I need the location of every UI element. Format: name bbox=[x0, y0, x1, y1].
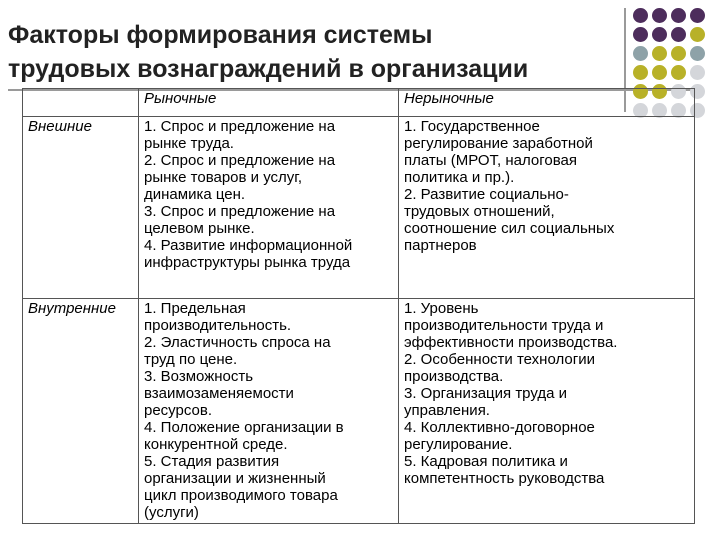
decorative-dot bbox=[652, 65, 667, 80]
cell-line: 1. Уровень bbox=[404, 300, 479, 317]
cell-line: конкурентной среде. bbox=[144, 436, 288, 453]
decorative-dot bbox=[633, 27, 648, 42]
decorative-dot bbox=[633, 46, 648, 61]
cell-line: взаимозаменяемости bbox=[144, 385, 294, 402]
decorative-dot bbox=[690, 65, 705, 80]
cell-line: 3. Спрос и предложение на bbox=[144, 203, 336, 220]
decorative-dot bbox=[652, 27, 667, 42]
cell-line: трудовых отношений, bbox=[404, 203, 555, 220]
cell-line: партнеров bbox=[404, 237, 477, 254]
row-label-external: Внешние bbox=[23, 117, 139, 299]
factors-table bbox=[22, 88, 695, 524]
title-line-1: Факторы формирования системы bbox=[8, 21, 433, 49]
row-label-internal: Внутренние bbox=[23, 299, 139, 524]
slide-title bbox=[8, 18, 608, 86]
cell-line: рынке труда. bbox=[144, 135, 234, 152]
table-row bbox=[23, 299, 695, 524]
decorative-dot bbox=[652, 8, 667, 23]
cell-line: труд по цене. bbox=[144, 351, 238, 368]
cell-line: 4. Развитие информационной bbox=[144, 237, 353, 254]
decorative-dot bbox=[671, 27, 686, 42]
decorative-dot bbox=[671, 46, 686, 61]
external-nonmarket-cell bbox=[399, 117, 695, 299]
table-header-row bbox=[23, 89, 695, 117]
cell-line: 3. Организация труда и bbox=[404, 385, 568, 402]
cell-line: регулирование. bbox=[404, 436, 513, 453]
cell-line: эффективности производства. bbox=[404, 334, 618, 351]
cell-line: ресурсов. bbox=[144, 402, 213, 419]
internal-nonmarket-cell bbox=[399, 299, 695, 524]
decorative-dot bbox=[690, 8, 705, 23]
cell-line: 5. Кадровая политика и bbox=[404, 453, 568, 470]
header-cell-empty bbox=[23, 89, 139, 117]
cell-line: (услуги) bbox=[144, 504, 199, 521]
cell-line: цикл производимого товара bbox=[144, 487, 338, 504]
decorative-dot bbox=[633, 8, 648, 23]
cell-line: компетентность руководства bbox=[404, 470, 605, 487]
decorative-dot bbox=[690, 46, 705, 61]
cell-line: 1. Государственное bbox=[404, 118, 540, 135]
cell-line: инфраструктуры рынка труда bbox=[144, 254, 351, 271]
cell-line: 2. Развитие социально- bbox=[404, 186, 569, 203]
decorative-dot bbox=[652, 46, 667, 61]
cell-line: 3. Возможность bbox=[144, 368, 254, 385]
cell-line: производительность. bbox=[144, 317, 292, 334]
cell-line: соотношение сил социальных bbox=[404, 220, 615, 237]
decorative-dot bbox=[690, 27, 705, 42]
cell-line: управления. bbox=[404, 402, 490, 419]
internal-market-cell bbox=[139, 299, 399, 524]
cell-line: политика и пр.). bbox=[404, 169, 515, 186]
table-row bbox=[23, 117, 695, 299]
cell-line: производительности труда и bbox=[404, 317, 604, 334]
cell-line: 2. Особенности технологии bbox=[404, 351, 595, 368]
cell-line: 4. Положение организации в bbox=[144, 419, 344, 436]
cell-line: платы (МРОТ, налоговая bbox=[404, 152, 578, 169]
external-market-cell bbox=[139, 117, 399, 299]
cell-line: 2. Спрос и предложение на bbox=[144, 152, 336, 169]
decorative-dot bbox=[671, 65, 686, 80]
cell-line: 1. Спрос и предложение на bbox=[144, 118, 336, 135]
cell-line: регулирование заработной bbox=[404, 135, 593, 152]
header-cell-market: Рыночные bbox=[139, 89, 399, 117]
decorative-dot bbox=[671, 8, 686, 23]
cell-line: 5. Стадия развития bbox=[144, 453, 280, 470]
cell-line: производства. bbox=[404, 368, 504, 385]
cell-line: 4. Коллективно-договорное bbox=[404, 419, 595, 436]
cell-line: 1. Предельная bbox=[144, 300, 246, 317]
title-line-2: трудовых вознаграждений в организации bbox=[8, 55, 529, 83]
decorative-dot bbox=[633, 65, 648, 80]
cell-line: 2. Эластичность спроса на bbox=[144, 334, 331, 351]
cell-line: рынке товаров и услуг, bbox=[144, 169, 303, 186]
header-cell-nonmarket: Нерыночные bbox=[399, 89, 695, 117]
cell-line: организации и жизненный bbox=[144, 470, 326, 487]
cell-line: динамика цен. bbox=[144, 186, 246, 203]
cell-line: целевом рынке. bbox=[144, 220, 255, 237]
